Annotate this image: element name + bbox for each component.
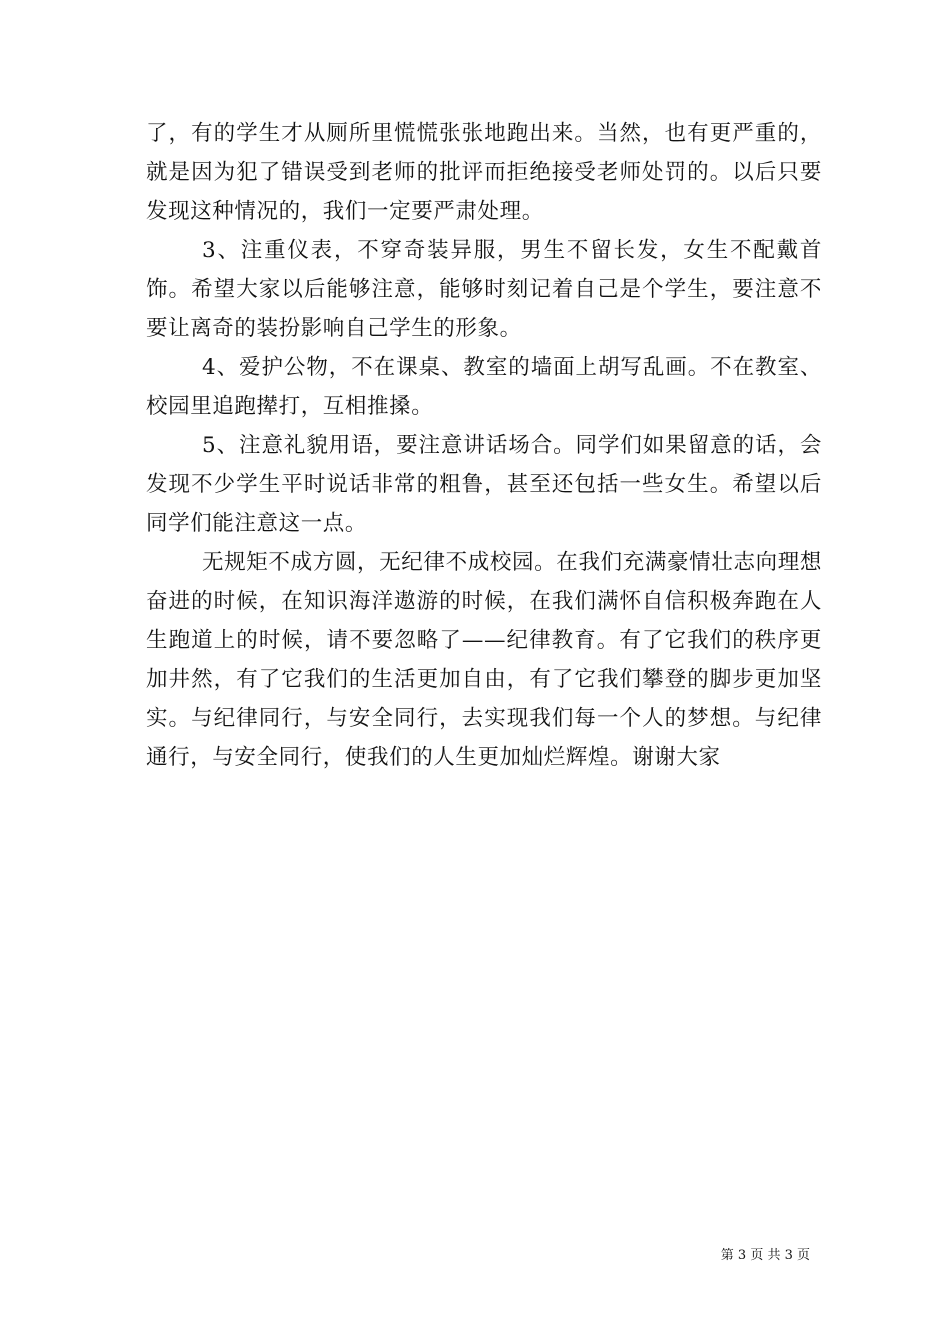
paragraph-item-4: 4、爱护公物，不在课桌、教室的墙面上胡写乱画。不在教室、校园里追跑撵打，互相推搡。 (146, 355, 822, 419)
paragraph-item-3: 3、注重仪表，不穿奇装异服，男生不留长发，女生不配戴首饰。希望大家以后能够注意，能够时刻记着自己是个学生，要注意不要让离奇的装扮影响自己学生的形象。 (146, 238, 822, 341)
paragraph-continued: 了，有的学生才从厕所里慌慌张张地跑出来。当然，也有更严重的，就是因为犯了错误受到老师的批评而拒绝接受老师处罚的。以后只要发现这种情况的，我们一定要严肃处理。 (146, 121, 822, 224)
document-body (146, 114, 822, 777)
paragraph-conclusion: 无规矩不成方圆，无纪律不成校园。在我们充满豪情壮志向理想奋进的时候，在知识海洋遨游的时候，在我们满怀自信积极奔跑在人生跑道上的时候，请不要忽略了——纪律教育。有了它我们的秩序更加井然，有了它我们的生活更加自由，有了它我们攀登的脚步更加坚实。与纪律同行，与安全同行，去实现我们每一个人的梦想。与纪律通行，与安全同行，使我们的人生更加灿烂辉煌。谢谢大家 (146, 550, 822, 770)
paragraph-item-5: 5、注意礼貌用语，要注意讲话场合。同学们如果留意的话，会发现不少学生平时说话非常的粗鲁，甚至还包括一些女生。希望以后同学们能注意这一点。 (146, 433, 822, 536)
page-number-footer: 第 3 页 共 3 页 (720, 1248, 810, 1263)
